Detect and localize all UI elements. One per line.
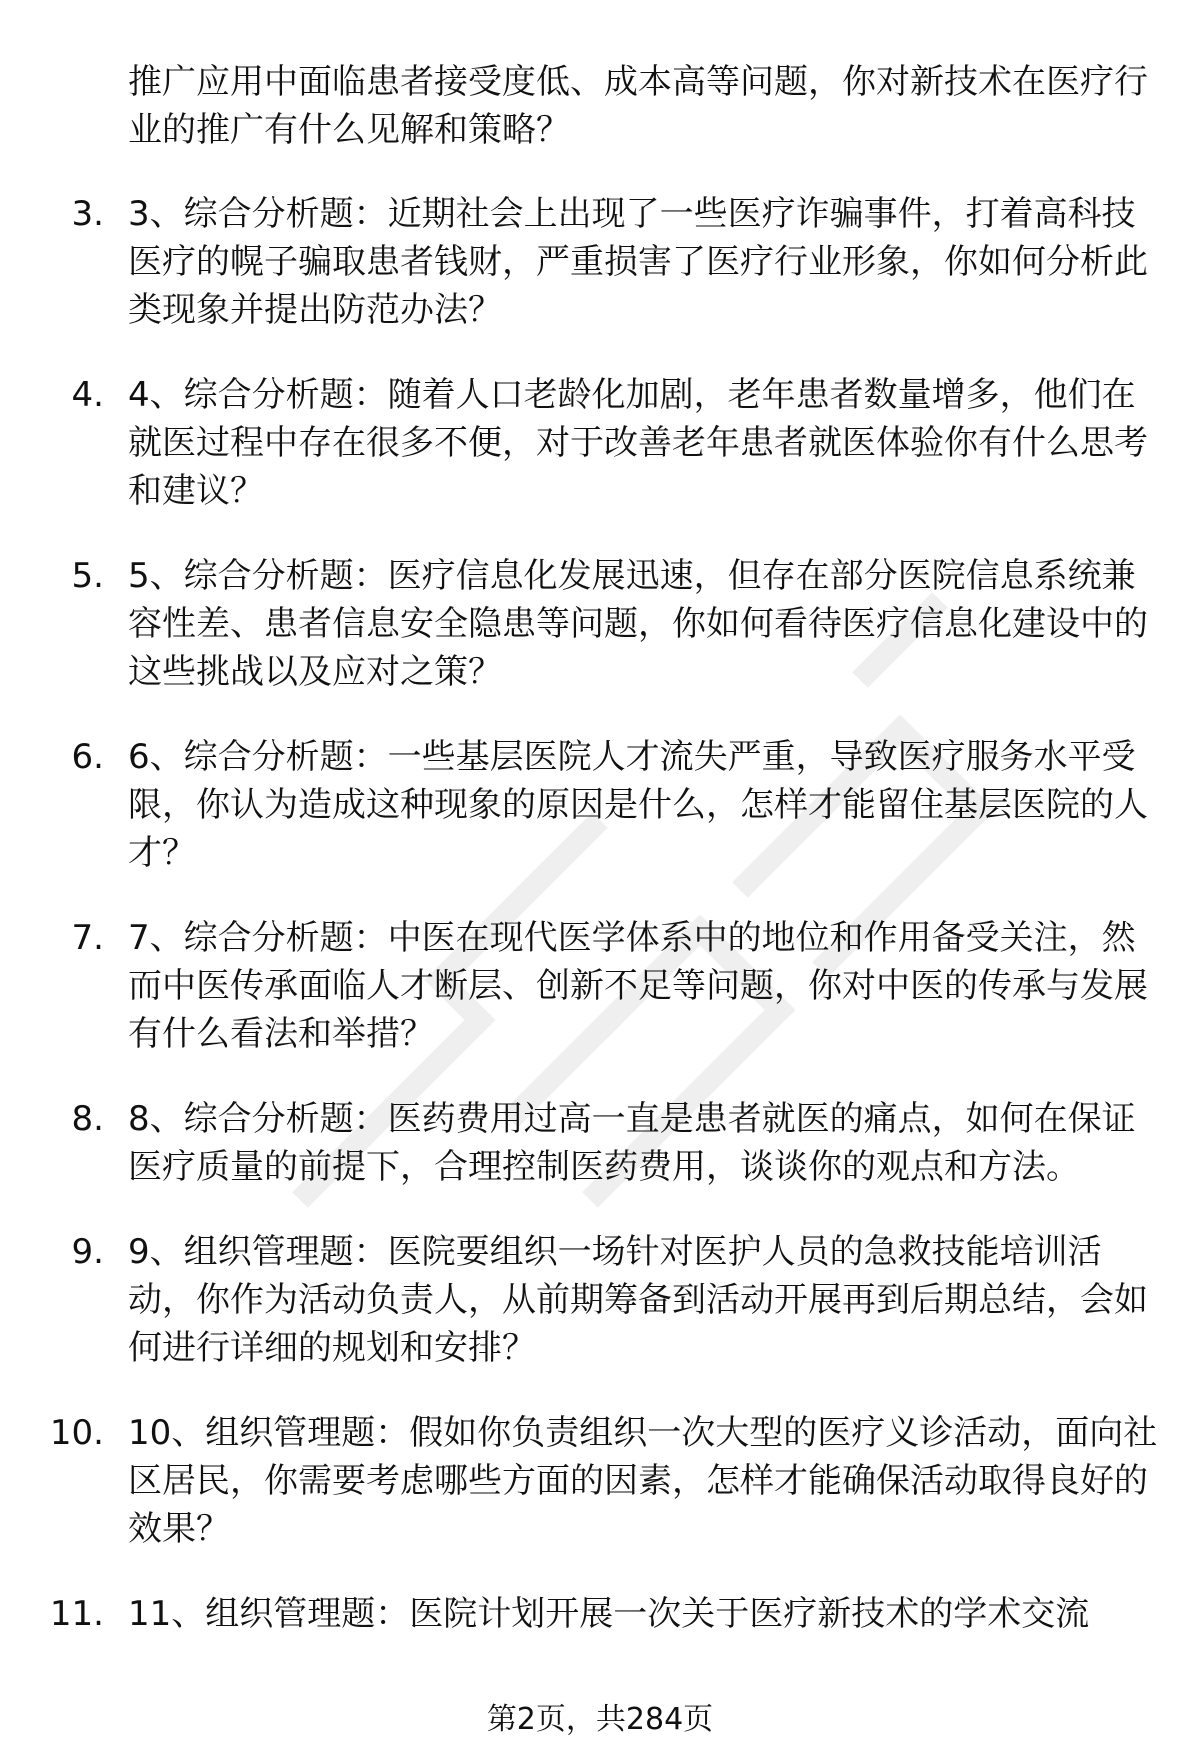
- question-number: 6.: [71, 737, 104, 777]
- question-text: 10、组织管理题：假如你负责组织一次大型的医疗义诊活动，面向社区居民，你需要考虑哪些方面的因素，怎样才能确保活动取得良好的效果？: [128, 1413, 1158, 1549]
- question-text: 11、组织管理题：医院计划开展一次关于医疗新技术的学术交流: [128, 1594, 1090, 1634]
- question-text: 5、综合分析题：医疗信息化发展迅速，但存在部分医院信息系统兼容性差、患者信息安全隐患等问题，你如何看待医疗信息化建设中的这些挑战以及应对之策？: [128, 556, 1148, 692]
- question-text: 3、综合分析题：近期社会上出现了一些医疗诈骗事件，打着高科技医疗的幌子骗取患者钱财，严重损害了医疗行业形象，你如何分析此类现象并提出防范办法？: [128, 194, 1148, 330]
- continuation-text: 推广应用中面临患者接受度低、成本高等问题，你对新技术在医疗行业的推广有什么见解和策略？: [128, 62, 1148, 150]
- question-item: [0, 914, 1200, 1058]
- question-number: 3.: [71, 194, 104, 234]
- question-number: 9.: [71, 1232, 104, 1272]
- question-text: 9、组织管理题：医院要组织一场针对医护人员的急救技能培训活动，你作为活动负责人，从前期筹备到活动开展再到后期总结，会如何进行详细的规划和安排？: [128, 1232, 1148, 1368]
- question-number: 8.: [71, 1099, 104, 1139]
- question-number: 10.: [49, 1413, 104, 1453]
- question-text: 8、综合分析题：医药费用过高一直是患者就医的痛点，如何在保证医疗质量的前提下，合理控制医药费用，谈谈你的观点和方法。: [128, 1099, 1136, 1187]
- question-item: [0, 1095, 1200, 1191]
- page-footer: 第2页，共284页: [486, 1702, 714, 1737]
- question-number: 7.: [71, 918, 104, 958]
- question-text: 4、综合分析题：随着人口老龄化加剧，老年患者数量增多，他们在就医过程中存在很多不便，对于改善老年患者就医体验你有什么思考和建议？: [128, 375, 1148, 511]
- question-item: [0, 1409, 1200, 1553]
- question-text: 7、综合分析题：中医在现代医学体系中的地位和作用备受关注，然而中医传承面临人才断层、创新不足等问题，你对中医的传承与发展有什么看法和举措？: [128, 918, 1148, 1054]
- question-item: [0, 733, 1200, 877]
- question-number: 11.: [49, 1594, 104, 1634]
- question-item: [0, 552, 1200, 696]
- question-number: 4.: [71, 375, 104, 415]
- question-text: 6、综合分析题：一些基层医院人才流失严重，导致医疗服务水平受限，你认为造成这种现象的原因是什么，怎样才能留住基层医院的人才？: [128, 737, 1148, 873]
- question-list: [0, 190, 1200, 1675]
- question-number: 5.: [71, 556, 104, 596]
- question-item: [0, 1228, 1200, 1372]
- question-item: [0, 190, 1200, 334]
- question-item: [0, 371, 1200, 515]
- question-item: [0, 1590, 1200, 1638]
